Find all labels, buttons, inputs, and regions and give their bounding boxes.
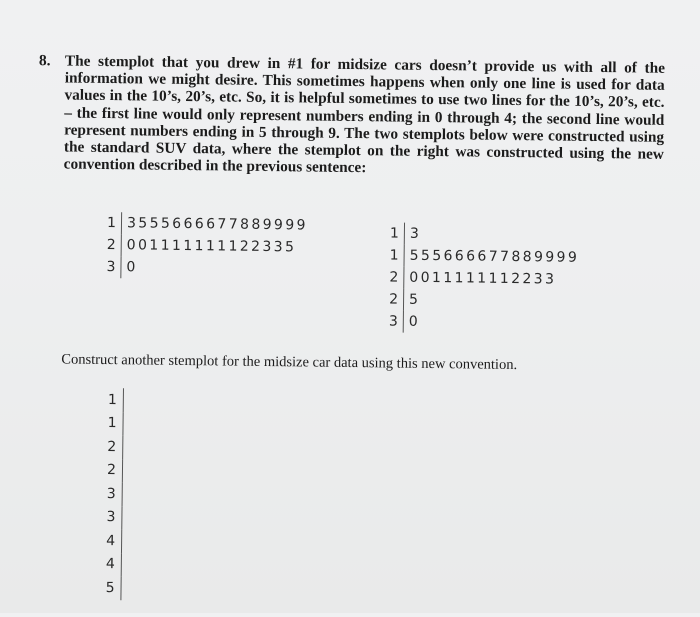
leaf-answer-area[interactable]: [121, 529, 162, 553]
blank-stem-row: [97, 505, 162, 529]
leaf-values: 5: [408, 291, 421, 308]
blank-stem-row: [98, 411, 163, 435]
leaf-answer-area[interactable]: [123, 388, 164, 412]
leaf-values: 0: [408, 313, 421, 330]
blank-stem-row: [98, 435, 163, 459]
leaf-values: 3555666677889999: [126, 215, 309, 234]
leaf-answer-area[interactable]: [122, 506, 163, 530]
stem-value: 2: [384, 288, 404, 310]
stem-value: 3: [98, 482, 123, 506]
stemplot-row: [102, 234, 308, 259]
stem-value: 1: [98, 411, 123, 435]
stem-value: 1: [102, 212, 122, 234]
question-text: The stemplot that you drew in #1 for midsize cars doesn’t provide us with all of the information we might desire. This sometimes happens when only one line is used for data values in the 10’s, 20’s, etc. So, it is helpful sometimes to use two lines for the 10’s, 20’s, etc. – the first line would only represent numbers ending in 0 through 4; the second line would represent numbers ending in 5 through 9. The two stemplots below were constructed using the standard SUV data, where the stemplot on the right was constructed using the new convention described in the previous sentence:: [63, 52, 666, 177]
question-number: 8.: [38, 52, 51, 70]
leaf-answer-area[interactable]: [122, 459, 163, 483]
stemplot-left: [101, 212, 308, 281]
stemplot-row: [102, 212, 308, 237]
stem-value: 2: [384, 266, 404, 288]
leaf-values: 0: [126, 259, 138, 276]
leaf-values: 001111111122335: [126, 237, 297, 256]
leaf-answer-area[interactable]: [121, 553, 162, 577]
stem-value: 4: [97, 552, 122, 576]
blank-stem-row: [97, 552, 162, 576]
stemplot-row: [101, 256, 307, 281]
stem-value: 1: [385, 222, 405, 244]
blank-stem-row: [98, 482, 163, 506]
stemplot-row: [385, 222, 580, 246]
stem-value: 1: [384, 244, 404, 266]
stem-value: 3: [97, 505, 122, 529]
stem-value: 5: [96, 576, 121, 600]
blank-stem-row: [97, 529, 162, 553]
stemplot-row: [384, 266, 579, 290]
stem-value: 2: [102, 234, 122, 256]
blank-stem-row: [98, 458, 163, 482]
stem-value: 2: [98, 458, 123, 482]
stemplot-row: [384, 310, 579, 334]
leaf-answer-area[interactable]: [122, 482, 163, 506]
leaf-answer-area[interactable]: [123, 412, 164, 436]
leaf-values: 555666677889999: [409, 247, 580, 266]
stem-value: 1: [99, 388, 124, 412]
blank-stem-row: [96, 576, 161, 600]
leaf-values: 3: [409, 225, 422, 242]
stemplot-right: [384, 222, 580, 334]
leaf-values: 0011111112233: [409, 269, 557, 288]
instruction-text: Construct another stemplot for the midsize car data using this new convention.: [61, 351, 518, 374]
blank-stem-row: [99, 388, 164, 412]
stem-value: 4: [97, 529, 122, 553]
leaf-answer-area[interactable]: [123, 435, 164, 459]
stem-value: 2: [98, 435, 123, 459]
stem-value: 3: [101, 256, 121, 278]
stemplot-row: [384, 288, 579, 312]
stemplot-row: [384, 244, 579, 268]
stem-value: 3: [384, 310, 404, 332]
blank-stemplot: [96, 388, 164, 600]
leaf-answer-area[interactable]: [121, 576, 162, 600]
